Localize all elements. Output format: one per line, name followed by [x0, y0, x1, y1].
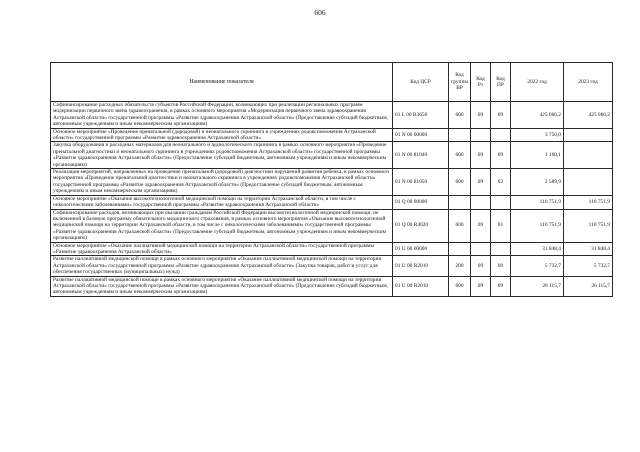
row-2022: 26 115,7 [511, 276, 564, 296]
row-2023: 110 751,9 [564, 209, 613, 242]
row-2023 [564, 169, 613, 196]
row-pr: 09 [491, 142, 511, 169]
row-csr: 01 N 00 81050 [393, 169, 449, 196]
row-name: Закупка оборудования и расходных материалов для неонатального и аудиологического скрининга в рамках основного мероприятия «Проведение пренатальной диагностики и неонатального скрининга в учреждениях родовспоможения Астраханской области» государственной программы «Развитие здравоохранения Астраханской области» (Предоставление субсидий бюджетным, автономным учреждениям и иным некоммерческим организациям) [51, 142, 393, 169]
row-2022: 1 160,1 [511, 142, 564, 169]
header-2023: 2023 год [564, 63, 613, 102]
row-csr: 01 N 00 81040 [393, 142, 449, 169]
row-csr: 01 Q 00 00000 [393, 195, 449, 209]
row-rz [471, 195, 491, 209]
table-row [51, 276, 613, 296]
row-name: Основное мероприятие «Оказание высокотехнологичной медицинской помощи на территории Астраханской области, в том числе с онкологическими заболеваниями» государственной программы «Развитие здравоохранения Астраханской области» [51, 195, 393, 209]
row-group: 600 [449, 102, 471, 129]
row-pr [491, 128, 511, 142]
row-pr: 09 [491, 256, 511, 276]
row-csr: 01 U 00 R2010 [393, 256, 449, 276]
row-2023: 110 751,9 [564, 195, 613, 209]
row-name: Развитие паллиативной медицинской помощи в рамках основного мероприятия «Оказание паллиативной медицинской помощи на территории Астраханской области» государственной программы «Развитие здравоохранения Астраханской области» (Закупка товаров, работ и услуг для обеспечения государственных (муниципальных) нужд) [51, 256, 393, 276]
row-group [449, 195, 471, 209]
row-pr: 01 [491, 209, 511, 242]
row-group: 600 [449, 169, 471, 196]
table-row [51, 195, 613, 209]
row-csr: 01 L 00 R3650 [393, 102, 449, 129]
row-rz: 09 [471, 169, 491, 196]
row-group: 600 [449, 142, 471, 169]
row-name: Реализация мероприятий, направленных на проведение пренатальной (дородовой) диагностики нарушений развития ребенка, в рамках основного мероприятия «Проведение пренатальной диагностики и неонатального скрининга в учреждениях родовспоможения Астраханской области» государственной программы «Развитие здравоохранения Астраханской области» (Предоставление субсидий бюджетным, автономным учреждениям и иным некоммерческим организациям) [51, 169, 393, 196]
row-2023: 31 848,4 [564, 242, 613, 256]
row-2022: 110 751,9 [511, 209, 564, 242]
row-2023: 26 115,7 [564, 276, 613, 296]
table-header-row [51, 63, 613, 102]
row-rz: 09 [471, 276, 491, 296]
table-row [51, 256, 613, 276]
header-csr: Код ЦСР [393, 63, 449, 102]
row-pr [491, 242, 511, 256]
header-2022: 2022 год [511, 63, 564, 102]
row-csr: 01 U 00 00000 [393, 242, 449, 256]
row-rz [471, 128, 491, 142]
row-rz: 09 [471, 102, 491, 129]
row-group [449, 128, 471, 142]
row-name: Основное мероприятие «Проведение пренатальной (дородовой) и неонатального скрининга в учреждениях родовспоможения Астраханской области» государственной программы «Развитие здравоохранения Астраханской области» [51, 128, 393, 142]
table-row [51, 128, 613, 142]
row-rz: 09 [471, 209, 491, 242]
row-2023: 5 732,7 [564, 256, 613, 276]
row-group: 600 [449, 209, 471, 242]
table-row [51, 242, 613, 256]
row-group: 200 [449, 256, 471, 276]
row-2022: 425 066,2 [511, 102, 564, 129]
table-row [51, 169, 613, 196]
row-2022: 5 732,7 [511, 256, 564, 276]
row-pr [491, 195, 511, 209]
row-pr: 09 [491, 102, 511, 129]
row-csr: 01 N 00 00000 [393, 128, 449, 142]
row-pr: 09 [491, 276, 511, 296]
row-2022: 2 589,9 [511, 169, 564, 196]
row-rz: 09 [471, 256, 491, 276]
row-csr: 01 Q 00 R4020 [393, 209, 449, 242]
row-group [449, 242, 471, 256]
row-rz [471, 242, 491, 256]
header-rz: Код Рз [471, 63, 491, 102]
row-group: 600 [449, 276, 471, 296]
row-2023: 425 066,2 [564, 102, 613, 129]
table-row [51, 209, 613, 242]
row-2022: 3 750,0 [511, 128, 564, 142]
row-2022: 110 751,9 [511, 195, 564, 209]
header-name: Наименование показателя [51, 63, 393, 102]
table-row [51, 102, 613, 129]
row-name: Развитие паллиативной медицинской помощи в рамках основного мероприятия «Оказание паллиативной медицинской помощи на территории Астраханской области» государственной программы «Развитие здравоохранения Астраханской области» (Предоставление субсидий бюджетным, автономным учреждениям и иным некоммерческим организациям) [51, 276, 393, 296]
page-number: 606 [314, 8, 326, 17]
header-group: Код группы ВР [449, 63, 471, 102]
row-2023 [564, 142, 613, 169]
row-rz: 09 [471, 142, 491, 169]
row-2022: 31 848,4 [511, 242, 564, 256]
budget-table [50, 62, 613, 297]
row-csr: 01 U 00 R2010 [393, 276, 449, 296]
row-name: Софинансирование расходных обязательств субъектов Российской Федерации, возникающих при реализации региональных программ модернизации первичного звена здравоохранения, в рамках основного мероприятия «Модернизация первичного звена здравоохранения Астраханской области» государственной программы «Развитие здравоохранения Астраханской области» (Предоставление субсидий бюджетным, автономным учреждениям и иным некоммерческим организациям) [51, 102, 393, 129]
header-pr: Код ПР [491, 63, 511, 102]
row-2023 [564, 128, 613, 142]
row-name: Софинансирование расходов, возникающих при оказании гражданам Российской Федерации высокотехнологичной медицинской помощи, не включенной в базовую программу обязательного медицинского страхования, в рамках основного мероприятия «Оказание высокотехнологичной медицинской помощи на территории Астраханской области, в том числе с онкологическими заболеваниями» государственной программы «Развитие здравоохранения Астраханской области» (Предоставление субсидий бюджетным, автономным учреждениям и иным некоммерческим организациям) [51, 209, 393, 242]
row-pr: 02 [491, 169, 511, 196]
row-name: Основное мероприятие «Оказание паллиативной медицинской помощи на территории Астраханской области» государственной программы «Развитие здравоохранения Астраханской области» [51, 242, 393, 256]
table-row [51, 142, 613, 169]
